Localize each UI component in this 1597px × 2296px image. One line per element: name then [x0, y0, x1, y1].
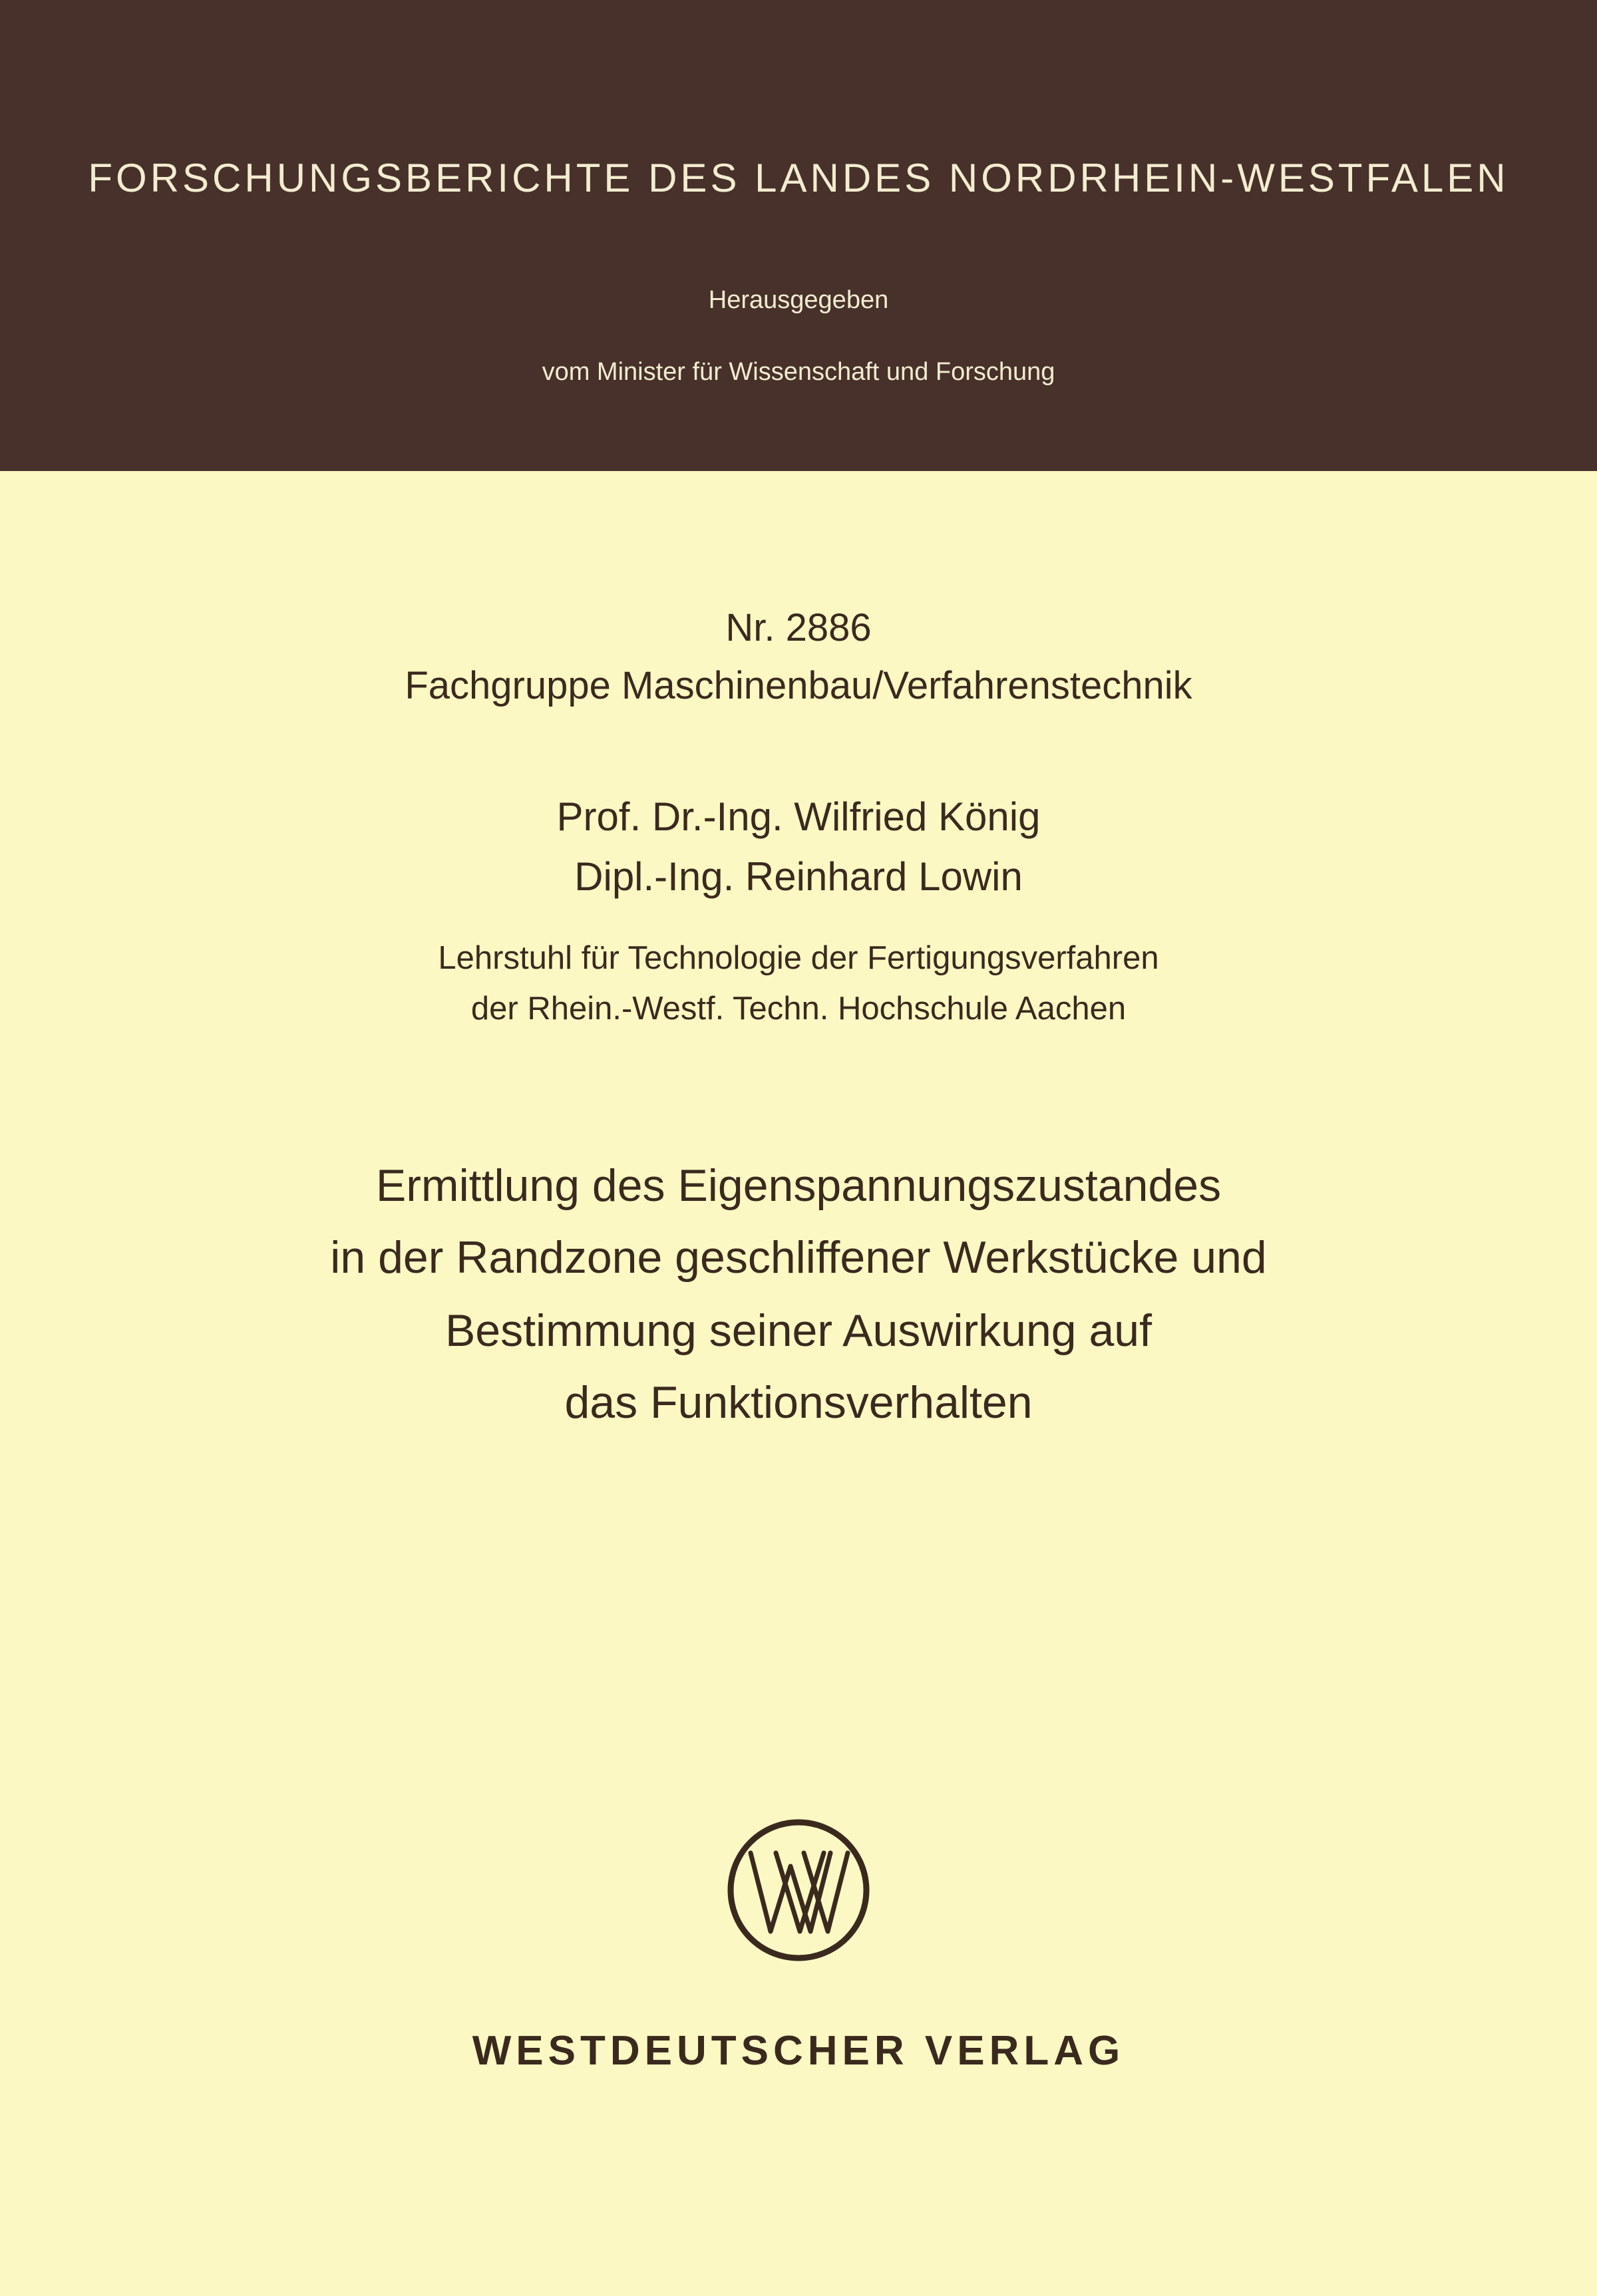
series-title: FORSCHUNGSBERICHTE DES LANDES NORDRHEIN-WESTFALEN [88, 156, 1509, 200]
report-number: Nr. 2886 [725, 606, 872, 649]
editor-line-2: vom Minister für Wissenschaft und Forschung [542, 358, 1055, 386]
editor-line-1: Herausgegeben [708, 286, 889, 314]
title-line-2: in der Randzone geschliffener Werkstücke und [330, 1232, 1267, 1283]
title-line-3: Bestimmung seiner Auswirkung auf [444, 1305, 1153, 1356]
institution-line-1: Lehrstuhl für Technologie der Fertigungsverfahren [438, 940, 1159, 976]
wv-circle-logo-icon [727, 1818, 870, 1962]
institution-line-2: der Rhein.-Westf. Techn. Hochschule Aachen [470, 991, 1127, 1027]
title-line-1: Ermittlung des Eigenspannungszustandes [375, 1160, 1222, 1211]
title-line-4: das Funktionsverhalten [564, 1377, 1033, 1428]
header-band [0, 0, 1597, 471]
subject-group: Fachgruppe Maschinenbau/Verfahrenstechnik [405, 664, 1192, 707]
author-1: Prof. Dr.-Ing. Wilfried König [556, 794, 1041, 839]
author-2: Dipl.-Ing. Reinhard Lowin [574, 854, 1023, 899]
publisher-name: WESTDEUTSCHER VERLAG [472, 2028, 1125, 2074]
